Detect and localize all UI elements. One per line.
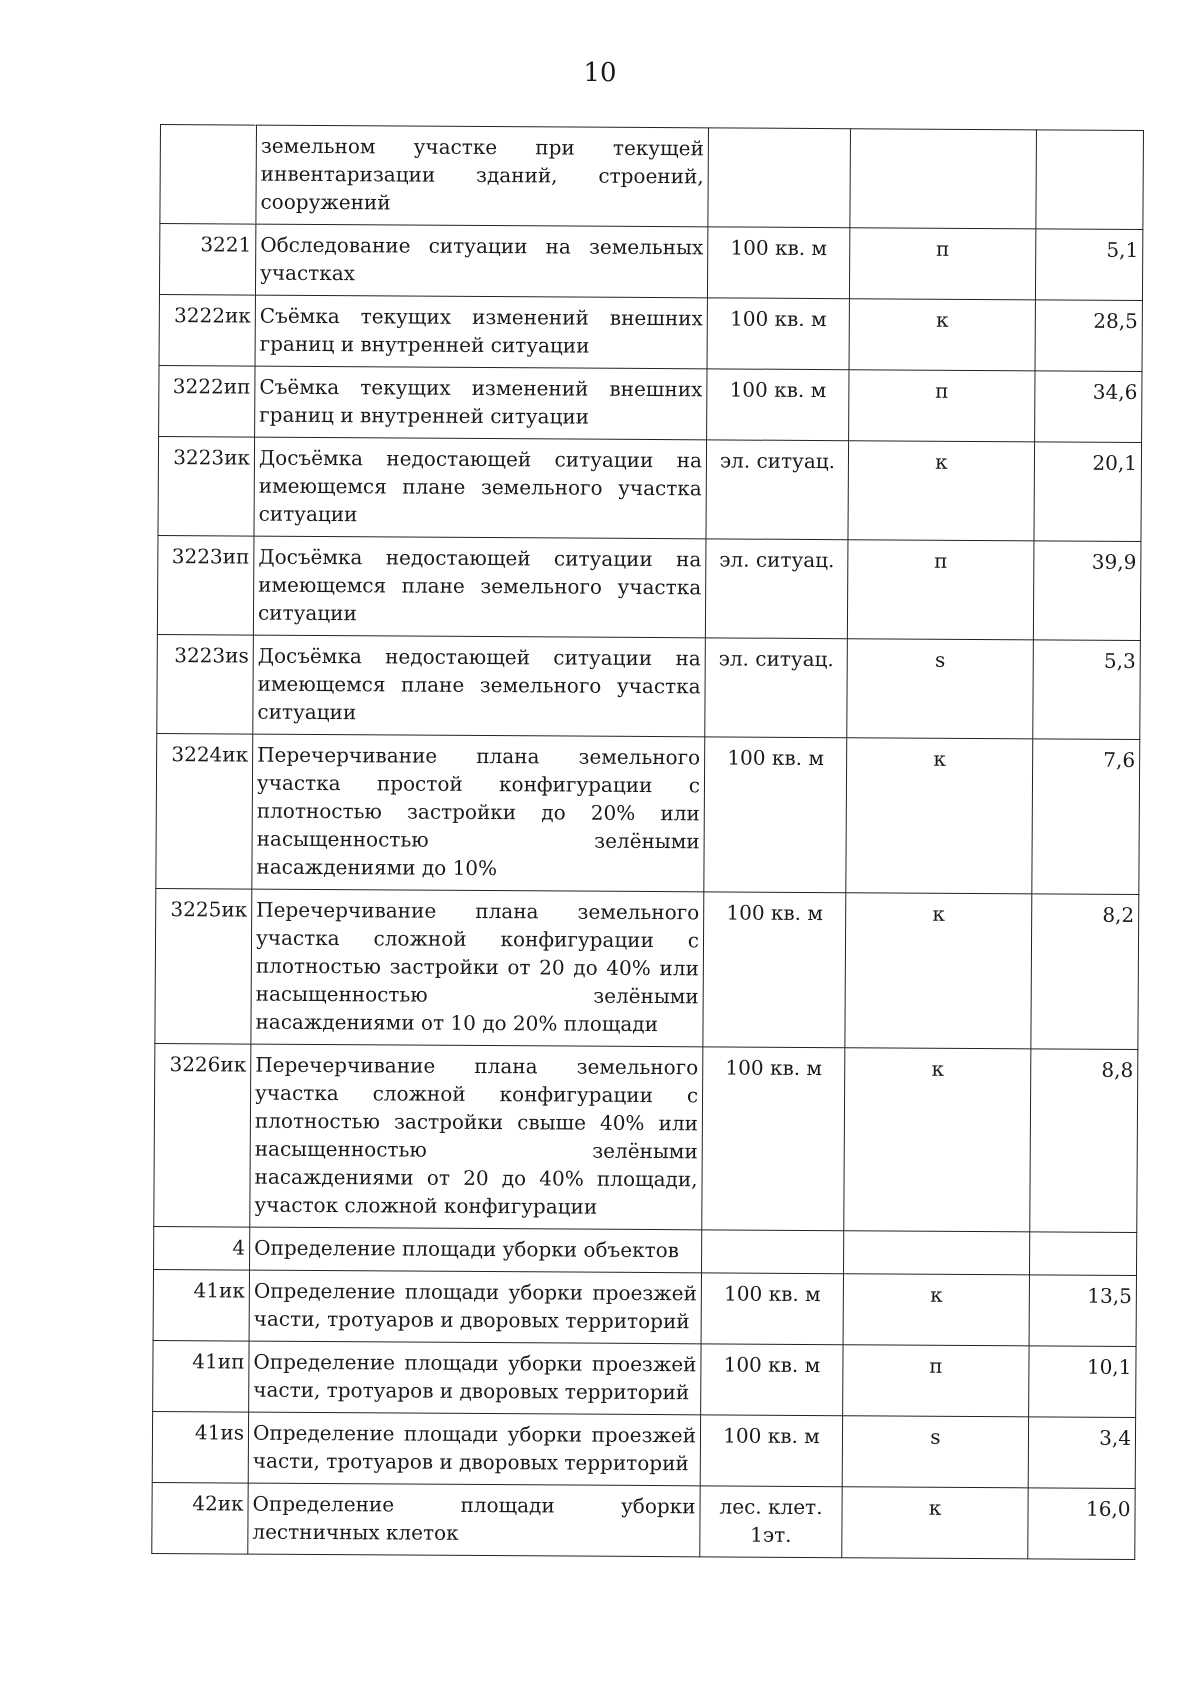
item-code: 4 bbox=[154, 1226, 250, 1270]
unit-of-measure: 100 кв. м bbox=[701, 1273, 843, 1345]
item-code: 42ик bbox=[152, 1482, 248, 1554]
unit-of-measure: 100 кв. м bbox=[700, 1415, 842, 1487]
item-description: Досъёмка недостающей ситуации на имеющемся плане земельного участка ситуации bbox=[253, 536, 706, 638]
item-description: Съёмка текущих изменений внешних границ и внутренней ситуации bbox=[255, 366, 707, 440]
item-code: 3225ик bbox=[155, 888, 252, 1044]
category-code: п bbox=[849, 228, 1035, 300]
unit-of-measure: 100 кв. м bbox=[701, 1344, 843, 1416]
category-code: п bbox=[849, 370, 1035, 442]
rates-table bbox=[151, 124, 1144, 1560]
category-code: s bbox=[842, 1416, 1028, 1488]
category-code bbox=[850, 129, 1037, 229]
item-code: 41ип bbox=[153, 1340, 249, 1412]
item-description: земельном участке при текущей инвентаризации зданий, строений, сооружений bbox=[256, 125, 709, 227]
category-code: s bbox=[847, 639, 1034, 739]
unit-of-measure: 100 кв. м bbox=[707, 298, 849, 370]
item-description: Определение площади уборки объектов bbox=[250, 1227, 702, 1273]
rate-value bbox=[1029, 1232, 1136, 1276]
category-code: к bbox=[842, 1487, 1028, 1559]
table-row bbox=[152, 1411, 1135, 1488]
unit-of-measure: 100 кв. м bbox=[707, 227, 849, 299]
item-description: Досъёмка недостающей ситуации на имеющемся плане земельного участка ситуации bbox=[254, 437, 707, 539]
category-code: к bbox=[848, 441, 1035, 541]
rate-value: 34,6 bbox=[1035, 371, 1142, 443]
rate-value: 7,6 bbox=[1032, 739, 1140, 895]
item-code: 3223ик bbox=[158, 436, 255, 536]
table-row bbox=[159, 294, 1142, 371]
item-description: Съёмка текущих изменений внешних границ и внутренней ситуации bbox=[255, 295, 707, 369]
category-code: к bbox=[845, 893, 1032, 1049]
item-description: Определение площади уборки проезжей части, тротуаров и дворовых территорий bbox=[249, 1270, 701, 1344]
rate-value: 13,5 bbox=[1029, 1275, 1136, 1347]
table-row bbox=[154, 1043, 1138, 1232]
item-code: 3223иs bbox=[157, 634, 254, 734]
table-body bbox=[152, 125, 1144, 1560]
category-code bbox=[843, 1231, 1029, 1275]
rate-value: 10,1 bbox=[1029, 1346, 1136, 1418]
item-description: Перечерчивание плана земельного участка сложной конфигурации с плотностью застройки свыше 40% или насыщенностью зелёными насаждениями от 20 до 40% площади, участок сложной конфигурации bbox=[250, 1044, 703, 1230]
rate-value bbox=[1036, 130, 1144, 230]
table-row bbox=[155, 888, 1139, 1049]
item-code: 41ик bbox=[153, 1269, 249, 1341]
rate-value: 39,9 bbox=[1033, 541, 1141, 641]
item-code: 3223ип bbox=[157, 535, 254, 635]
rate-value: 8,8 bbox=[1030, 1049, 1138, 1233]
table-row bbox=[156, 733, 1140, 894]
table-row bbox=[153, 1269, 1136, 1346]
item-description: Определение площади уборки лестничных клеток bbox=[248, 1483, 700, 1557]
table-row bbox=[158, 436, 1142, 541]
table-row bbox=[160, 125, 1144, 230]
category-code: к bbox=[844, 1048, 1031, 1232]
item-code bbox=[160, 125, 257, 225]
table-row bbox=[157, 634, 1141, 739]
unit-of-measure: 100 кв. м bbox=[707, 369, 849, 441]
item-description: Определение площади уборки проезжей части, тротуаров и дворовых территорий bbox=[249, 1341, 701, 1415]
rate-value: 28,5 bbox=[1035, 300, 1142, 372]
item-code: 3222ик bbox=[159, 294, 255, 366]
unit-of-measure: эл. ситуац. bbox=[705, 539, 848, 639]
rate-value: 20,1 bbox=[1034, 442, 1142, 542]
unit-of-measure bbox=[701, 1230, 843, 1274]
item-code: 41иs bbox=[152, 1411, 248, 1483]
item-code: 3221 bbox=[159, 224, 255, 296]
item-description: Перечерчивание плана земельного участка сложной конфигурации с плотностью застройки от 20 до 40% или насыщенностью зелёными насаждениями от 10 до 20% площади bbox=[251, 889, 704, 1047]
table-row bbox=[152, 1482, 1135, 1559]
category-code: к bbox=[846, 738, 1033, 894]
rate-value: 8,2 bbox=[1031, 894, 1139, 1050]
table-row bbox=[159, 365, 1142, 442]
unit-of-measure bbox=[708, 128, 851, 228]
category-code: п bbox=[843, 1345, 1029, 1417]
unit-of-measure: эл. ситуац. bbox=[705, 638, 848, 738]
page-number: 10 bbox=[583, 58, 617, 88]
rate-value: 16,0 bbox=[1028, 1488, 1135, 1560]
item-code: 3222ип bbox=[159, 365, 255, 437]
unit-of-measure: 100 кв. м bbox=[702, 1047, 845, 1231]
unit-of-measure: 100 кв. м bbox=[704, 737, 847, 893]
category-code: п bbox=[847, 540, 1034, 640]
rate-value: 3,4 bbox=[1028, 1417, 1135, 1489]
table-row bbox=[154, 1226, 1137, 1275]
table-row bbox=[157, 535, 1141, 640]
table-row bbox=[159, 224, 1142, 301]
rate-value: 5,3 bbox=[1033, 640, 1141, 740]
item-description: Досъёмка недостающей ситуации на имеющемся плане земельного участка ситуации bbox=[253, 635, 706, 737]
rate-value: 5,1 bbox=[1035, 229, 1142, 301]
item-description: Обследование ситуации на земельных участках bbox=[255, 224, 707, 298]
item-code: 3226ик bbox=[154, 1043, 251, 1227]
item-description: Определение площади уборки проезжей части, тротуаров и дворовых территорий bbox=[248, 1412, 700, 1486]
unit-of-measure: лес. клет. 1эт. bbox=[700, 1486, 842, 1558]
category-code: к bbox=[849, 299, 1035, 371]
unit-of-measure: 100 кв. м bbox=[703, 892, 846, 1048]
category-code: к bbox=[843, 1274, 1029, 1346]
item-description: Перечерчивание плана земельного участка простой конфигурации с плотностью застройки до 20% или насыщенностью зелёными насаждениями до 10% bbox=[252, 734, 705, 892]
unit-of-measure: эл. ситуац. bbox=[706, 440, 849, 540]
item-code: 3224ик bbox=[156, 733, 253, 889]
table-row bbox=[153, 1340, 1136, 1417]
